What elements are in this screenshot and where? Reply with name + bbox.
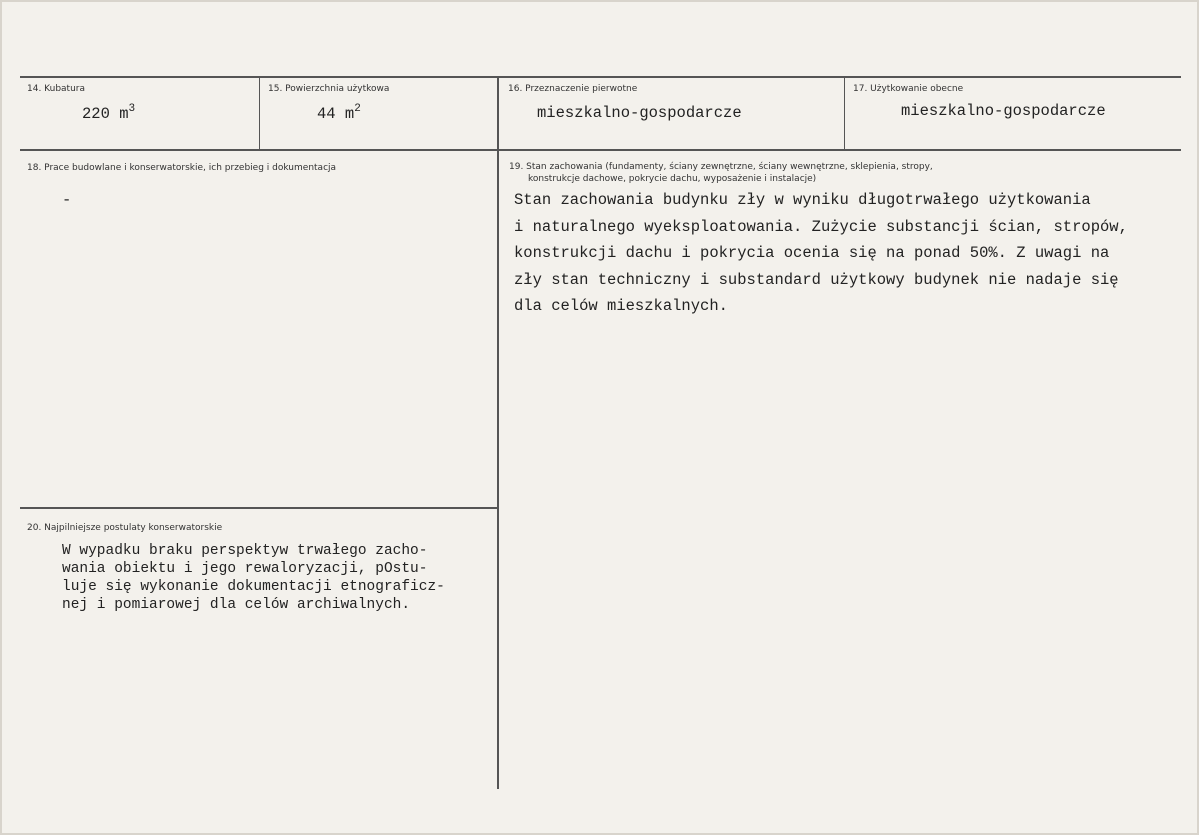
field-14-unit-power: 3 xyxy=(128,103,136,115)
column-divider-1 xyxy=(259,77,260,150)
top-rule xyxy=(20,76,1181,78)
field-20-text xyxy=(62,542,445,614)
field-19-label-line1: 19. Stan zachowania (fundamenty, ściany zewnętrzne, ściany wewnętrzne, sklepienia, stropy, xyxy=(509,162,933,172)
column-divider-3 xyxy=(844,77,845,150)
field-20-line: wania obiektu i jego rewaloryzacji, pOstu- xyxy=(62,561,428,577)
row-divider xyxy=(20,149,1181,151)
field-15-label: 15. Powierzchnia użytkowa xyxy=(268,84,390,94)
section-divider xyxy=(20,507,497,509)
field-17-label: 17. Użytkowanie obecne xyxy=(853,84,964,94)
field-20-line: W wypadku braku perspektyw trwałego zacho- xyxy=(62,543,428,559)
field-20-line: luje się wykonanie dokumentacji etnograficz- xyxy=(62,579,445,595)
field-16-label: 16. Przeznaczenie pierwotne xyxy=(508,84,638,94)
field-14-label: 14. Kubatura xyxy=(27,84,86,94)
field-20-label: 20. Najpilniejsze postulaty konserwatorskie xyxy=(27,523,223,533)
field-19-line: zły stan techniczny i substandard użytkowy budynek nie nadaje się xyxy=(514,270,1119,289)
field-19-line: dla celów mieszkalnych. xyxy=(514,297,728,315)
field-14-value: 220 $m^3$ xyxy=(82,103,136,123)
field-19-line: i naturalnego wyeksploatowania. Zużycie substancji ścian, stropów, xyxy=(514,217,1128,236)
field-19-line: Stan zachowania budynku zły w wyniku długotrwałego użytkowania xyxy=(514,191,1091,209)
field-17-value: mieszkalno-gospodarcze xyxy=(901,102,1106,120)
field-18-label: 18. Prace budowlane i konserwatorskie, ich przebieg i dokumentacja xyxy=(27,163,337,173)
field-15-value: 44 $m^2$ xyxy=(317,103,361,123)
field-19-text xyxy=(514,187,1128,320)
field-19-line: konstrukcji dachu i pokrycia ocenia się na ponad 50%. Z uwagi na xyxy=(514,244,1110,262)
column-divider-2 xyxy=(497,77,499,789)
field-16-value: mieszkalno-gospodarcze xyxy=(537,104,742,122)
field-20-line: nej i pomiarowej dla celów archiwalnych. xyxy=(62,597,411,613)
field-19-label-line2: konstrukcje dachowe, pokrycie dachu, wyposażenie i instalacje) xyxy=(528,174,817,184)
field-15-unit-power: 2 xyxy=(354,103,361,115)
field-18-value: - xyxy=(62,191,72,209)
